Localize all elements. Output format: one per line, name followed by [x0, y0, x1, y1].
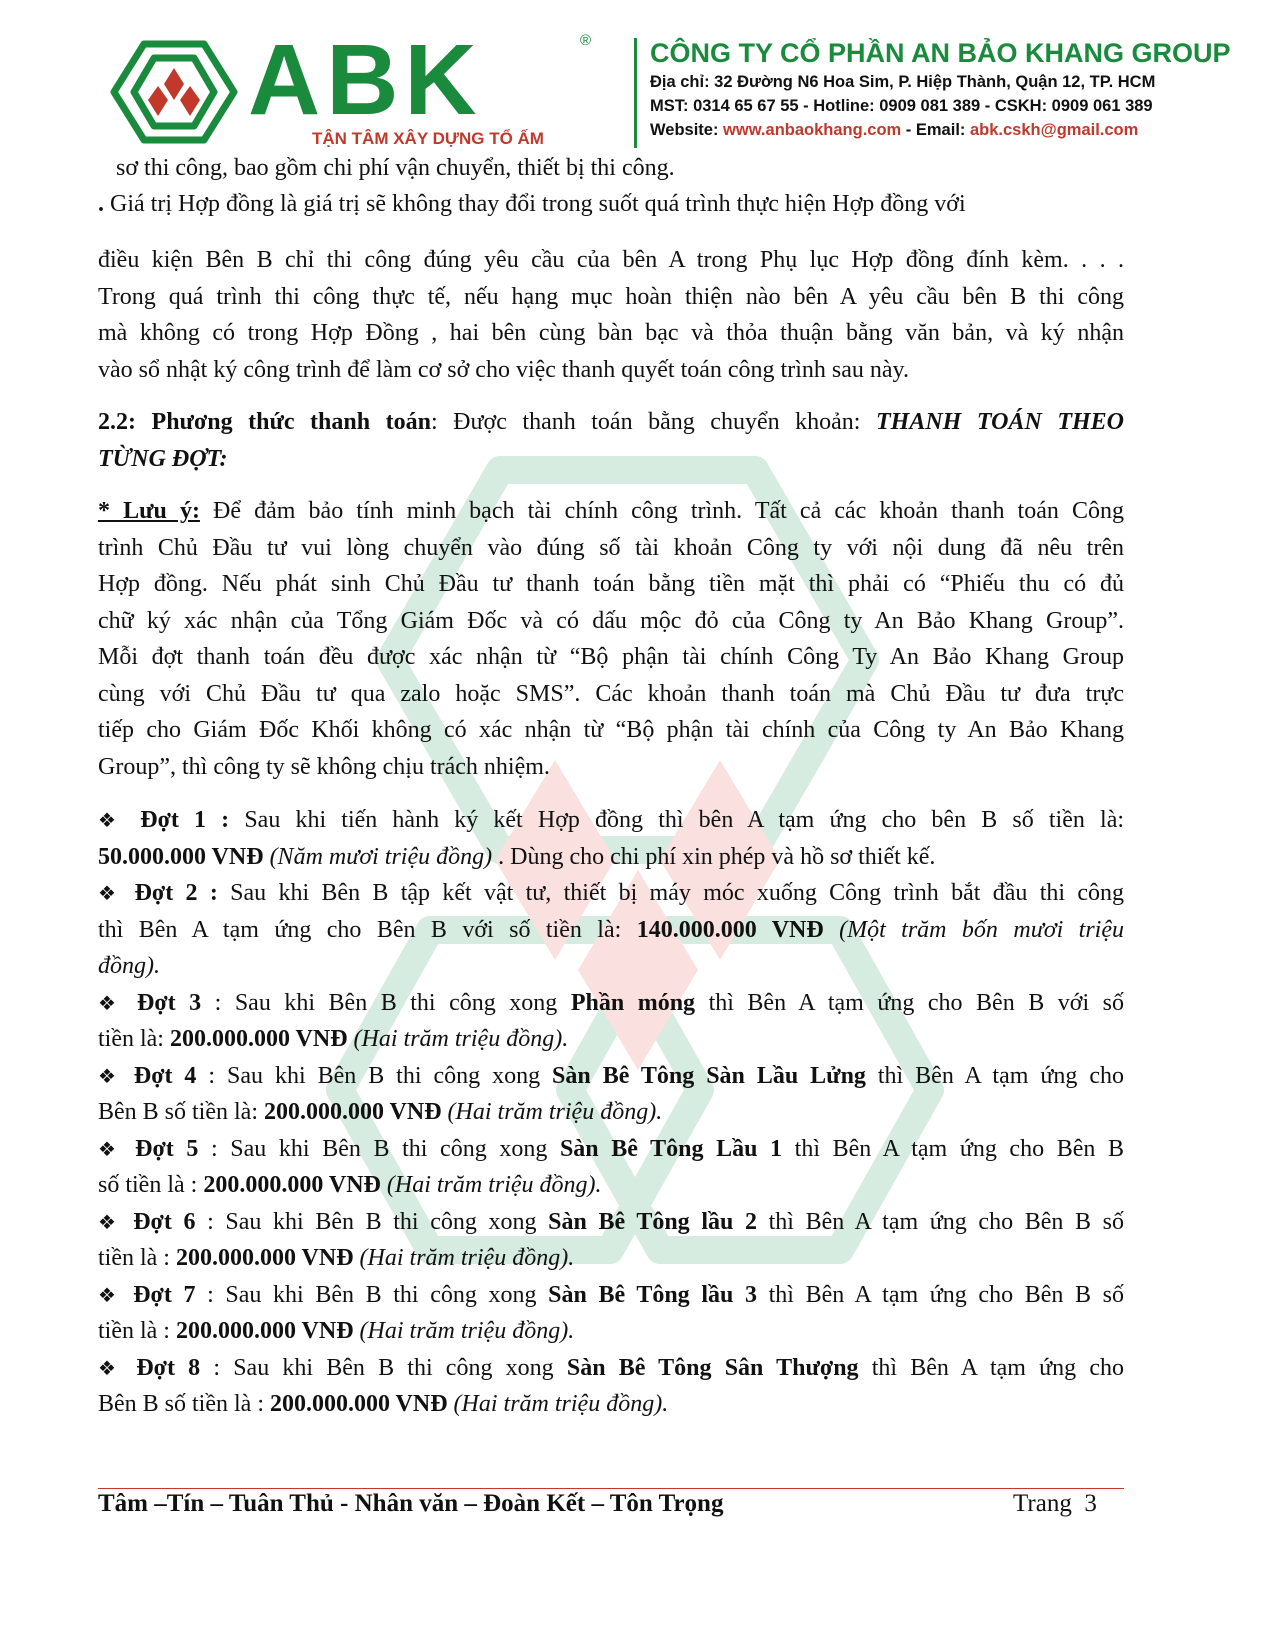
installment-text: thì Bên A tạm ứng cho Bên B số [756, 1282, 1124, 1308]
installment-amount: 50.000.000 VNĐ [98, 844, 264, 870]
note-line: Group”, thì công ty sẽ không chịu trách nhiệm. [98, 754, 550, 780]
installment-6 [98, 1204, 1124, 1242]
note-line: Hợp đồng. Nếu phát sinh Chủ Đầu tư thanh toán bằng tiền mặt thì phải có “Phiếu thu có đủ [98, 571, 1124, 597]
company-info [650, 36, 1231, 142]
installment-tail: . Dùng cho chi phí xin phép và hồ sơ thiết kế. [492, 844, 936, 870]
page-number-value: 3 [1084, 1490, 1097, 1517]
installment-text: thì Bên A tạm ứng cho Bên B với số tiền là: [98, 917, 637, 943]
section-text: : Được thanh toán bằng chuyển khoản: [430, 409, 877, 435]
installment-label: Đợt 6 [133, 1209, 196, 1235]
diamond-bullet-icon: ❖ [98, 810, 126, 832]
installment-text: : Sau khi Bên B thi công xong [200, 1355, 567, 1381]
note-label: * Lưu ý: [98, 498, 200, 524]
installment-milestone: Sàn Bê Tông lầu 2 [548, 1209, 757, 1235]
note-text: Để đảm bảo tính minh bạch tài chính công trình. Tất cả các khoản thanh toán Công [199, 498, 1124, 524]
brand-slogan: TẬN TÂM XÂY DỰNG TỔ ẤM [312, 129, 544, 148]
installment-text: : Sau khi Bên B thi công xong [196, 1063, 553, 1089]
installment-7 [98, 1277, 1124, 1315]
section-emphasis: TỪNG ĐỢT: [98, 446, 228, 472]
registered-mark: ® [580, 32, 592, 49]
installment-5 [98, 1131, 1124, 1169]
paragraph-line [98, 186, 1124, 223]
section-emphasis: THANH TOÁN THEO [876, 409, 1124, 435]
diamond-bullet-icon: ❖ [98, 1212, 122, 1234]
letterhead [100, 24, 1231, 155]
installment-text: Sau khi tiến hành ký kết Hợp đồng thì bên A tạm ứng cho bên B số tiền là: [229, 807, 1125, 833]
installment-text: số tiền là : [98, 1172, 204, 1198]
company-address: Địa chỉ: 32 Đường N6 Hoa Sim, P. Hiệp Thành, Quận 12, TP. HCM [650, 73, 1156, 91]
abk-logo-icon [108, 38, 240, 146]
installment-amount-words: đồng). [98, 953, 160, 979]
note-line: chữ ký xác nhận của Tổng Giám Đốc và có dấu mộc đỏ của Công ty An Bảo Khang Group”. [98, 608, 1124, 634]
installment-amount-words: (Hai trăm triệu đồng). [380, 1172, 602, 1198]
installment-label: Đợt 1 : [140, 807, 230, 833]
installment-text: thì Bên A tạm ứng cho [865, 1063, 1124, 1089]
installment-text: Sau khi Bên B tập kết vật tư, thiết bị máy móc xuống Công trình bắt đầu thi công [217, 880, 1125, 906]
note-line: cùng với Chủ Đầu tư qua zalo hoặc SMS”. Các khoản thanh toán mà Chủ Đầu tư đưa trực [98, 681, 1124, 707]
installment-label: Đợt 5 [135, 1136, 199, 1162]
installment-8 [98, 1350, 1124, 1388]
footer-motto: Tâm –Tín – Tuân Thủ - Nhân văn – Đoàn Kết – Tôn Trọng [98, 1490, 724, 1517]
installment-amount-words: (Hai trăm triệu đồng). [441, 1099, 663, 1125]
section-2-2-heading [98, 404, 1124, 441]
installment-amount: 140.000.000 VNĐ [636, 917, 824, 943]
installment-label: Đợt 3 [136, 990, 202, 1016]
footer-divider [98, 1488, 1124, 1489]
installment-amount: 200.000.000 VNĐ [263, 1099, 442, 1125]
installment-text: : Sau khi Bên B thi công xong [195, 1282, 549, 1308]
installment-text: : Sau khi Bên B thi công xong [201, 990, 571, 1016]
installment-amount-words: (Một trăm bốn mươi triệu [823, 917, 1125, 943]
installment-amount: 200.000.000 VNĐ [203, 1172, 381, 1198]
installment-text: thì Bên A tạm ứng cho Bên B số [756, 1209, 1124, 1235]
header-divider [634, 38, 637, 148]
installment-amount-words: (Năm mươi triệu đồng) [263, 844, 493, 870]
note-line: tiếp cho Giám Đốc Khối không có xác nhận từ “Bộ phận tài chính của Công ty An Bảo Khang [98, 717, 1124, 743]
installment-amount-words: (Hai trăm triệu đồng). [353, 1245, 575, 1271]
installment-4 [98, 1058, 1124, 1096]
note-line: trình Chủ Đầu tư vui lòng chuyển vào đúng số tài khoản Công ty với nội dung đã nêu trên [98, 535, 1124, 561]
installment-amount-words: (Hai trăm triệu đồng). [353, 1318, 575, 1344]
line-dot: . [98, 191, 104, 217]
installment-text: tiền là : [98, 1245, 176, 1271]
installment-text: : Sau khi Bên B thi công xong [195, 1209, 549, 1235]
page-footer [98, 1468, 1124, 1528]
installment-amount-words: (Hai trăm triệu đồng). [447, 1391, 669, 1417]
website-label: Website: [650, 121, 724, 139]
note-line: Mỗi đợt thanh toán đều được xác nhận từ “Bộ phận tài chính Công Ty An Bảo Khang Group [98, 644, 1124, 670]
installment-amount: 200.000.000 VNĐ [269, 1391, 448, 1417]
installment-milestone: Sàn Bê Tông lầu 3 [548, 1282, 757, 1308]
installment-text: thì Bên A tạm ứng cho [858, 1355, 1125, 1381]
diamond-bullet-icon: ❖ [98, 883, 123, 905]
installment-6-cont [98, 1240, 1124, 1277]
note-line [98, 493, 1124, 530]
diamond-bullet-icon: ❖ [98, 1139, 123, 1161]
installment-5-cont [98, 1167, 1124, 1204]
installment-3-cont [98, 1021, 1124, 1058]
installment-milestone: Sàn Bê Tông Sàn Lầu Lửng [552, 1063, 866, 1089]
installment-milestone: Phần móng [570, 990, 696, 1016]
installment-1 [98, 802, 1124, 840]
installment-amount: 200.000.000 VNĐ [175, 1318, 354, 1344]
installment-text: tiền là : [98, 1318, 176, 1344]
installment-text: : Sau khi Bên B thi công xong [198, 1136, 560, 1162]
installment-amount: 200.000.000 VNĐ [169, 1026, 348, 1052]
paragraph-line: điều kiện Bên B chỉ thi công đúng yêu cầu của bên A trong Phụ lục Hợp đồng đính kèm. . . . [98, 247, 1124, 273]
paragraph-line: sơ thi công, bao gồm chi phí vận chuyển, thiết bị thi công. [116, 155, 675, 181]
installment-7-cont [98, 1313, 1124, 1350]
page-label: Trang [1013, 1490, 1072, 1517]
section-2-2-heading-cont [98, 441, 1124, 478]
diamond-bullet-icon: ❖ [98, 1066, 122, 1088]
diamond-bullet-icon: ❖ [98, 993, 124, 1015]
line-text: Giá trị Hợp đồng là giá trị sẽ không thay đổi trong suốt quá trình thực hiện Hợp đồng với [104, 191, 966, 217]
installment-milestone: Sàn Bê Tông Sân Thượng [566, 1355, 859, 1381]
installment-2-cont [98, 948, 1124, 985]
installment-text: thì Bên A tạm ứng cho Bên B [782, 1136, 1124, 1162]
installment-text: thì Bên A tạm ứng cho Bên B với số [695, 990, 1124, 1016]
website-link[interactable]: www.anbaokhang.com [723, 121, 902, 139]
installment-label: Đợt 8 [136, 1355, 201, 1381]
diamond-bullet-icon: ❖ [98, 1358, 124, 1380]
paragraph-line: mà không có trong Hợp Đồng , hai bên cùng bàn bạc và thỏa thuận bằng văn bản, và ký nhận [98, 320, 1124, 346]
installment-text: Bên B số tiền là : [98, 1391, 270, 1417]
installment-label: Đợt 7 [133, 1282, 196, 1308]
email-label: - Email: [901, 121, 970, 139]
page-number [1013, 1490, 1097, 1518]
company-name: CÔNG TY CỔ PHẦN AN BẢO KHANG GROUP [650, 38, 1231, 68]
paragraph-line: Trong quá trình thi công thực tế, nếu hạng mục hoàn thiện nào bên A yêu cầu bên B thi công [98, 284, 1124, 310]
installment-amount-words: (Hai trăm triệu đồng). [347, 1026, 569, 1052]
installment-milestone: Sàn Bê Tông Lầu 1 [559, 1136, 783, 1162]
installment-2 [98, 875, 1124, 913]
installment-8-cont [98, 1386, 1124, 1423]
brand-wordmark: ABK [248, 24, 483, 136]
installment-2-cont [98, 912, 1124, 949]
installment-text: tiền là: [98, 1026, 170, 1052]
email-link[interactable]: abk.cskh@gmail.com [969, 121, 1139, 139]
installment-amount: 200.000.000 VNĐ [175, 1245, 354, 1271]
installment-3 [98, 985, 1124, 1023]
installment-text: Bên B số tiền là: [98, 1099, 264, 1125]
company-contact: MST: 0314 65 67 55 - Hotline: 0909 081 389 - CSKH: 0909 061 389 [650, 97, 1153, 115]
paragraph-line: vào sổ nhật ký công trình để làm cơ sở cho việc thanh quyết toán công trình sau này. [98, 357, 909, 383]
section-label: 2.2: Phương thức thanh toán [98, 409, 431, 435]
installment-1-cont [98, 839, 1124, 876]
diamond-bullet-icon: ❖ [98, 1285, 122, 1307]
installment-4-cont [98, 1094, 1124, 1131]
installment-label: Đợt 2 : [134, 880, 218, 906]
company-web-email [650, 118, 1190, 142]
installment-label: Đợt 4 [133, 1063, 197, 1089]
